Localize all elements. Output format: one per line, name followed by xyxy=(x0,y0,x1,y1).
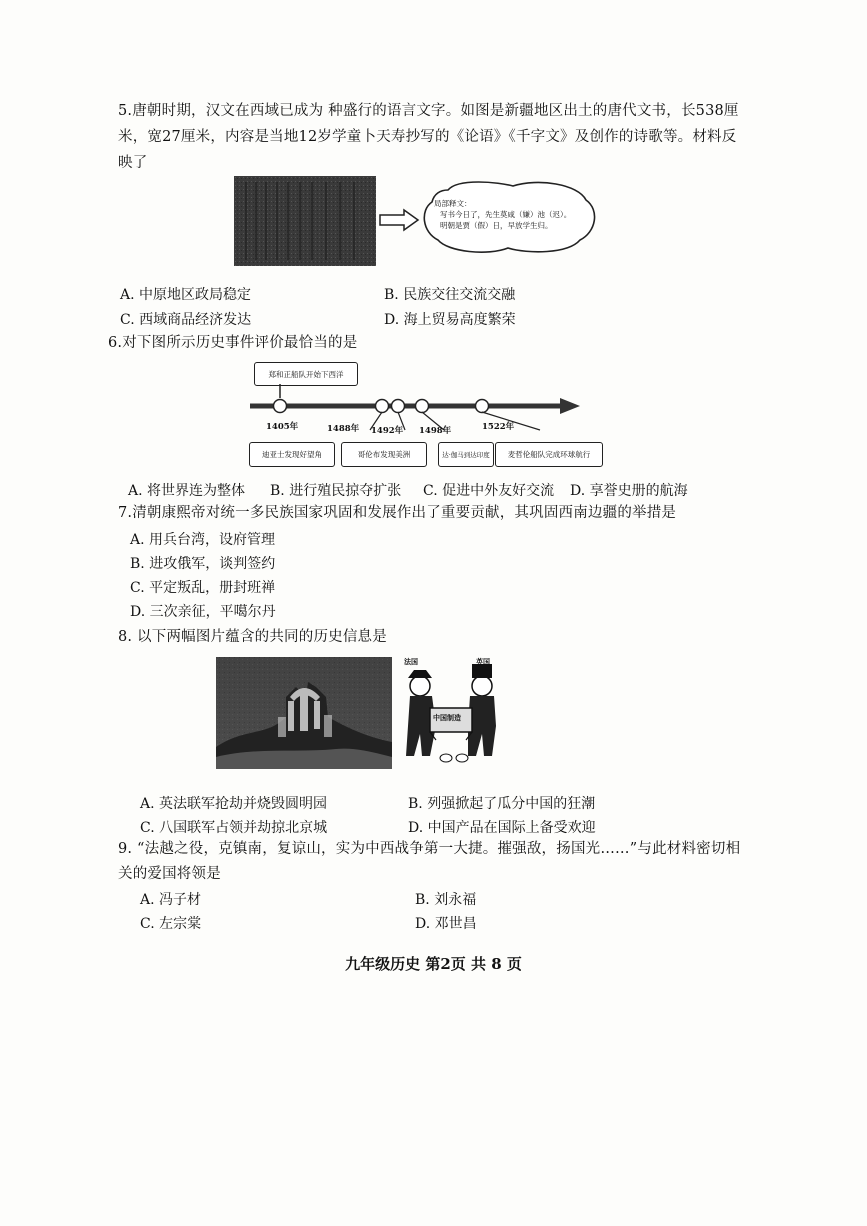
q8-option-b[interactable]: B. 列强掀起了瓜分中国的狂潮 xyxy=(408,796,596,812)
q7-option-c[interactable]: C. 平定叛乱，册封班禅 xyxy=(130,580,276,596)
q6-option-a[interactable]: A. 将世界连为整体 xyxy=(128,483,246,499)
bubble-head: 局部释文： xyxy=(434,199,472,208)
q5-line3: 映了 xyxy=(118,155,148,171)
partition-cartoon xyxy=(396,656,506,768)
timeline-box-1492: 哥伦布发现美洲 xyxy=(341,442,427,467)
q5-line1: 5.唐朝时期，汉文在西域已成为 种盛行的语言文字。如图是新疆地区出土的唐代文书，长538厘 xyxy=(118,103,739,119)
year-1498: 1498年 xyxy=(419,426,452,436)
arrow-right-icon xyxy=(378,208,422,232)
bubble-line-1: 写书今日了，先生莫咸（嫌）池（迟）。 xyxy=(440,210,572,219)
page-footer: 九年级历史 第2页 共 8 页 xyxy=(345,955,522,973)
q9-option-b[interactable]: B. 刘永福 xyxy=(415,892,477,908)
q9-option-a[interactable]: A. 冯子材 xyxy=(140,892,202,908)
q8-option-a[interactable]: A. 英法联军抢劫并烧毁圆明园 xyxy=(140,796,328,812)
q7-option-d[interactable]: D. 三次亲征，平噶尔丹 xyxy=(130,604,276,620)
q8-stem: 8. 以下两幅图片蕴含的共同的历史信息是 xyxy=(118,629,387,645)
year-1488: 1488年 xyxy=(327,424,360,434)
year-1492: 1492年 xyxy=(371,426,404,436)
cartoon-label-china: 中国制造 xyxy=(433,713,461,722)
q8-option-c[interactable]: C. 八国联军占领并劫掠北京城 xyxy=(140,820,328,836)
q9-line1: 9. “法越之役，克镇南，复谅山，实为中西战争第一大捷。摧强敌，扬国光……”与此材料密切相 xyxy=(118,841,741,857)
q5-option-b[interactable]: B. 民族交往交流交融 xyxy=(384,287,516,303)
q7-stem: 7.清朝康熙帝对统一多民族国家巩固和发展作出了重要贡献，其巩固西南边疆的举措是 xyxy=(118,505,677,521)
timeline-box-1522: 麦哲伦船队完成环球航行 xyxy=(495,442,603,467)
bubble-line-2: 明朝是贾（假）日，早放学生归。 xyxy=(440,221,553,230)
cartoon-label-britain: 英国 xyxy=(476,657,490,666)
q5-option-c[interactable]: C. 西域商品经济发达 xyxy=(120,312,252,328)
tang-document-photo xyxy=(234,176,376,266)
q6-stem: 6.对下图所示历史事件评价最恰当的是 xyxy=(108,335,358,351)
q7-option-b[interactable]: B. 进攻俄军，谈判签约 xyxy=(130,556,276,572)
q5-line2: 米，宽27厘米，内容是当地12岁学童卜天寿抄写的《论语》《千字文》及创作的诗歌等。材料反 xyxy=(118,129,737,145)
q5-option-d[interactable]: D. 海上贸易高度繁荣 xyxy=(384,312,516,328)
q5-option-a[interactable]: A. 中原地区政局稳定 xyxy=(120,287,252,303)
yuanmingyuan-ruins-photo xyxy=(216,657,392,769)
q6-option-d[interactable]: D. 享誉史册的航海 xyxy=(570,483,688,499)
q9-option-c[interactable]: C. 左宗棠 xyxy=(140,916,202,932)
cartoon-label-france: 法国 xyxy=(404,657,418,666)
year-1522: 1522年 xyxy=(482,422,515,432)
q6-option-b[interactable]: B. 进行殖民掠夺扩张 xyxy=(270,483,402,499)
q8-option-d[interactable]: D. 中国产品在国际上备受欢迎 xyxy=(408,820,596,836)
q6-option-c[interactable]: C. 促进中外友好交流 xyxy=(423,483,555,499)
timeline-box-1488: 迪亚士发现好望角 xyxy=(249,442,335,467)
q7-option-a[interactable]: A. 用兵台湾，设府管理 xyxy=(130,532,276,548)
timeline-box-1498: 达·伽马到达印度 xyxy=(438,442,494,467)
q9-line2: 关的爱国将领是 xyxy=(118,866,221,882)
timeline-top-box: 郑和正船队开始下西洋 xyxy=(254,362,358,386)
year-1405: 1405年 xyxy=(266,422,299,432)
q9-option-d[interactable]: D. 邓世昌 xyxy=(415,916,477,932)
